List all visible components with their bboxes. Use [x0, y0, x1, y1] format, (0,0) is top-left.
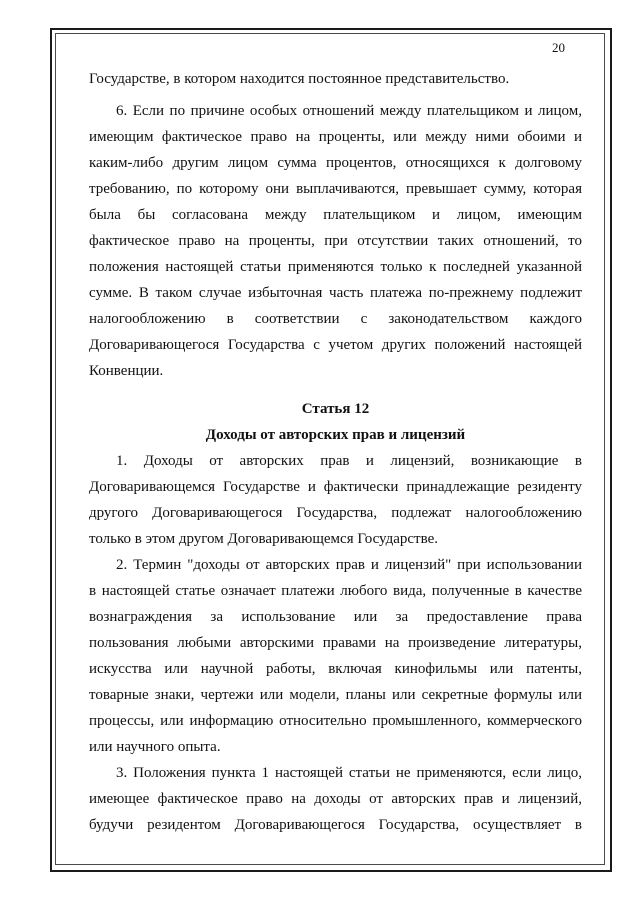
paragraph-2-line: искусства или научной работы, включая кинофильмы или патенты, [89, 661, 582, 677]
paragraph-6-line: фактическое право на проценты, при отсутствии таких отношений, то [89, 233, 582, 249]
paragraph-6-line: сумме. В таком случае избыточная часть платежа по-прежнему подлежит [89, 285, 582, 301]
paragraph-2-line: товарные знаки, чертежи или модели, планы или секретные формулы или [89, 687, 582, 703]
paragraph-2-line: вознаграждения за использование или за предоставление права [89, 609, 582, 625]
paragraph-1-line: Договаривающемся Государстве и фактически принадлежащие резиденту [89, 479, 582, 495]
paragraph-1-line: другого Договаривающегося Государства, подлежат налогообложению [89, 505, 582, 521]
paragraph-6-line: Конвенции. [89, 363, 164, 379]
paragraph-6-line: требованию, по которому они выплачиваются, превышает сумму, которая [89, 181, 582, 197]
paragraph-6-line: налогообложению в соответствии с законодательством каждого [89, 311, 582, 327]
paragraph-2-line: 2. Термин "доходы от авторских прав и лицензий" при использовании [116, 557, 582, 573]
paragraph-2-line: в настоящей статье означает платежи любого вида, полученные в качестве [89, 583, 582, 599]
paragraph-2-line: пользования любыми авторскими правами на произведение литературы, [89, 635, 582, 651]
paragraph-6-line: положения настоящей статьи применяются только к последней указанной [89, 259, 582, 275]
article-subtitle: Доходы от авторских прав и лицензий [205, 427, 466, 443]
paragraph-6-line: каким-либо другим лицом сумма процентов, относящихся к долговому [89, 155, 582, 171]
paragraph-2-line: или научного опыта. [89, 739, 221, 755]
paragraph-6-line: Договаривающегося Государства с учетом других положений настоящей [89, 337, 582, 353]
paragraph-3-line: 3. Положения пункта 1 настоящей статьи не применяются, если лицо, [116, 765, 582, 781]
paragraph-6-line: имеющим фактическое право на проценты, или между ними обоими и [89, 129, 582, 145]
paragraph-1-line: 1. Доходы от авторских прав и лицензий, возникающие в [116, 453, 582, 469]
text-line: Государстве, в котором находится постоянное представительство. [89, 71, 510, 87]
article-title: Статья 12 [301, 401, 370, 417]
document-body [89, 66, 582, 838]
paragraph-2-line: процессы, или информацию относительно промышленного, коммерческого [89, 713, 582, 729]
paragraph-1-line: только в этом другом Договаривающемся Государстве. [89, 531, 438, 547]
paragraph-6-line: 6. Если по причине особых отношений между плательщиком и лицом, [116, 103, 582, 119]
paragraph-3-line: имеющее фактическое право на доходы от авторских прав и лицензий, [89, 791, 582, 807]
page-number: 20 [552, 40, 565, 55]
paragraph-3-line: будучи резидентом Договаривающегося Государства, осуществляет в [89, 817, 582, 833]
paragraph-6-line: была бы согласована между плательщиком и лицом, имеющим [89, 207, 582, 223]
